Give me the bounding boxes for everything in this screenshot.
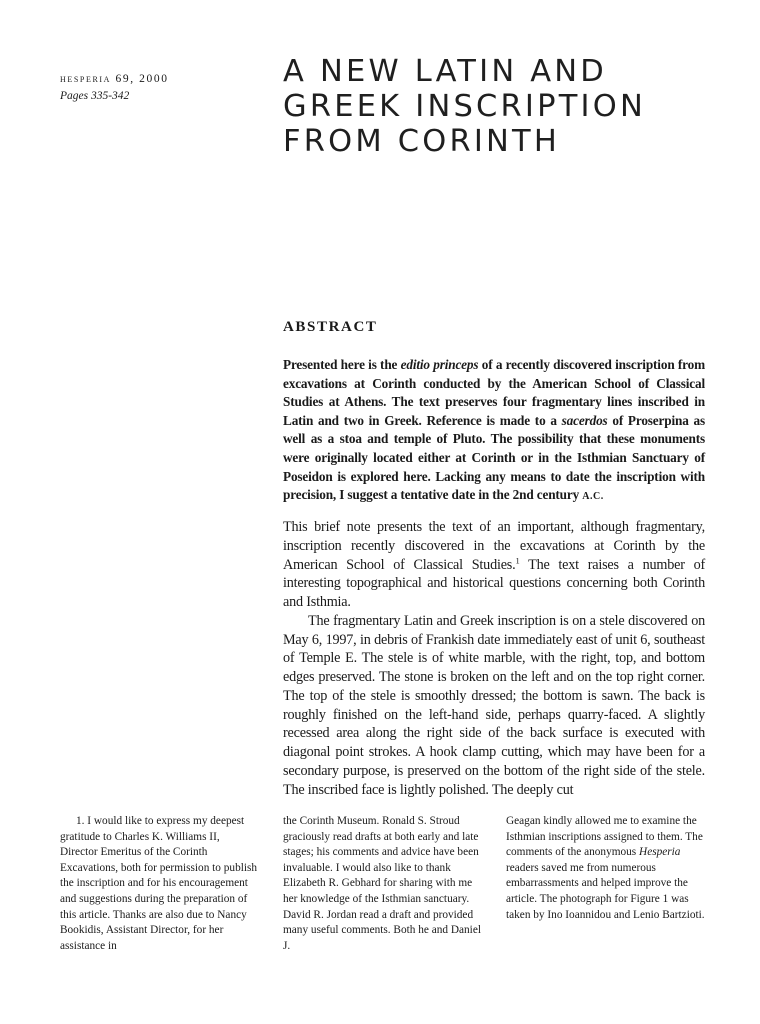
title-line: GREEK INSCRIPTION xyxy=(283,89,646,124)
footnotes xyxy=(60,814,710,954)
abstract-segment: of Proserpina as well as a stoa and temple of Pluto. The possibility that these monuments were originally located either at Corinth or in the Isthmian Sanctuary of Poseidon is explored here. Lacking any means to date the inscription with precision, I suggest a tentative date in the 2nd century xyxy=(283,412,705,503)
abstract-segment: Presented here is the xyxy=(283,357,401,372)
article-body xyxy=(283,518,705,799)
abstract-italic-term: editio princeps xyxy=(400,357,479,372)
body-paragraph xyxy=(283,518,705,612)
abstract-segment: of a recently discovered inscription from excavations at Corinth conducted by the American School of Classical Studies at Athens. The text preserves four fragmentary lines inscribed in Latin and two in Greek. Reference is made to a xyxy=(283,357,705,428)
footnote-column xyxy=(506,814,705,954)
article-title xyxy=(283,54,743,159)
journal-citation: hesperia 69, 2000 xyxy=(60,73,169,85)
abstract-date-era: A.C. xyxy=(582,491,604,503)
footnote-column: the Corinth Museum. Ronald S. Stroud graciously read drafts at both early and late stages; his comments and advice have been invaluable. I would also like to thank Elizabeth R. Gebhard for sharing with me her knowledge of the Isthmian sanctuary. David R. Jordan read a draft and provided many useful comments. Both he and Daniel J. xyxy=(283,815,481,952)
footnote-column: 1. I would like to express my deepest gratitude to Charles K. Williams II, Director Emeritus of the Corinth Excavations, both for permission to publish the inscription and for his encouragement and suggestions during the preparation of this article. Thanks are also due to Nancy Bookidis, Assistant Director, for her assistance in xyxy=(60,815,258,952)
footnote-text: readers saved me from numerous embarrassments and helped improve the article. The photograph for Figure 1 was taken by Ino Ioannidou and Lenio Bartzioti. xyxy=(506,861,705,921)
title-line: A NEW LATIN AND xyxy=(283,54,607,89)
body-paragraph: The fragmentary Latin and Greek inscription is on a stele discovered on May 6, 1997, in debris of Frankish date immediately east of unit 6, southeast of Temple E. The stele is of white marble, with the right, top, and bottom edges preserved. The stone is broken on the left and on the top right corner. The top of the stele is smoothly dressed; the bottom is sawn. The back is roughly finished on the left-hand side, perhaps quarry-faced. A slightly recessed area along the right side of the back surface is executed with diagonal point strokes. A hook clamp cutting, which may have been for a secondary purpose, is preserved on the bottom of the right side of the stele. The inscribed face is lightly polished. The deeply cut xyxy=(283,612,705,798)
journal-name-italic: Hesperia xyxy=(639,846,681,859)
body-text: This brief note presents the text of an important, although fragmentary, inscription recently discovered in the excavations at Corinth by the American School of Classical Studies. xyxy=(283,519,705,573)
abstract-italic-term: sacerdos xyxy=(561,412,608,428)
page-range: Pages 335-342 xyxy=(60,90,130,102)
footnote-text: Geagan kindly allowed me to examine the Isthmian inscriptions assigned to them. The comments of the anonymous xyxy=(506,815,703,859)
title-line: FROM CORINTH xyxy=(283,124,561,159)
footnote-reference[interactable]: 1 xyxy=(515,554,520,565)
body-text: The text raises a number of interesting topographical and historical questions concerning both Corinth and Isthmia. xyxy=(283,556,705,610)
abstract-text xyxy=(283,356,705,507)
abstract-heading: ABSTRACT xyxy=(283,319,378,335)
